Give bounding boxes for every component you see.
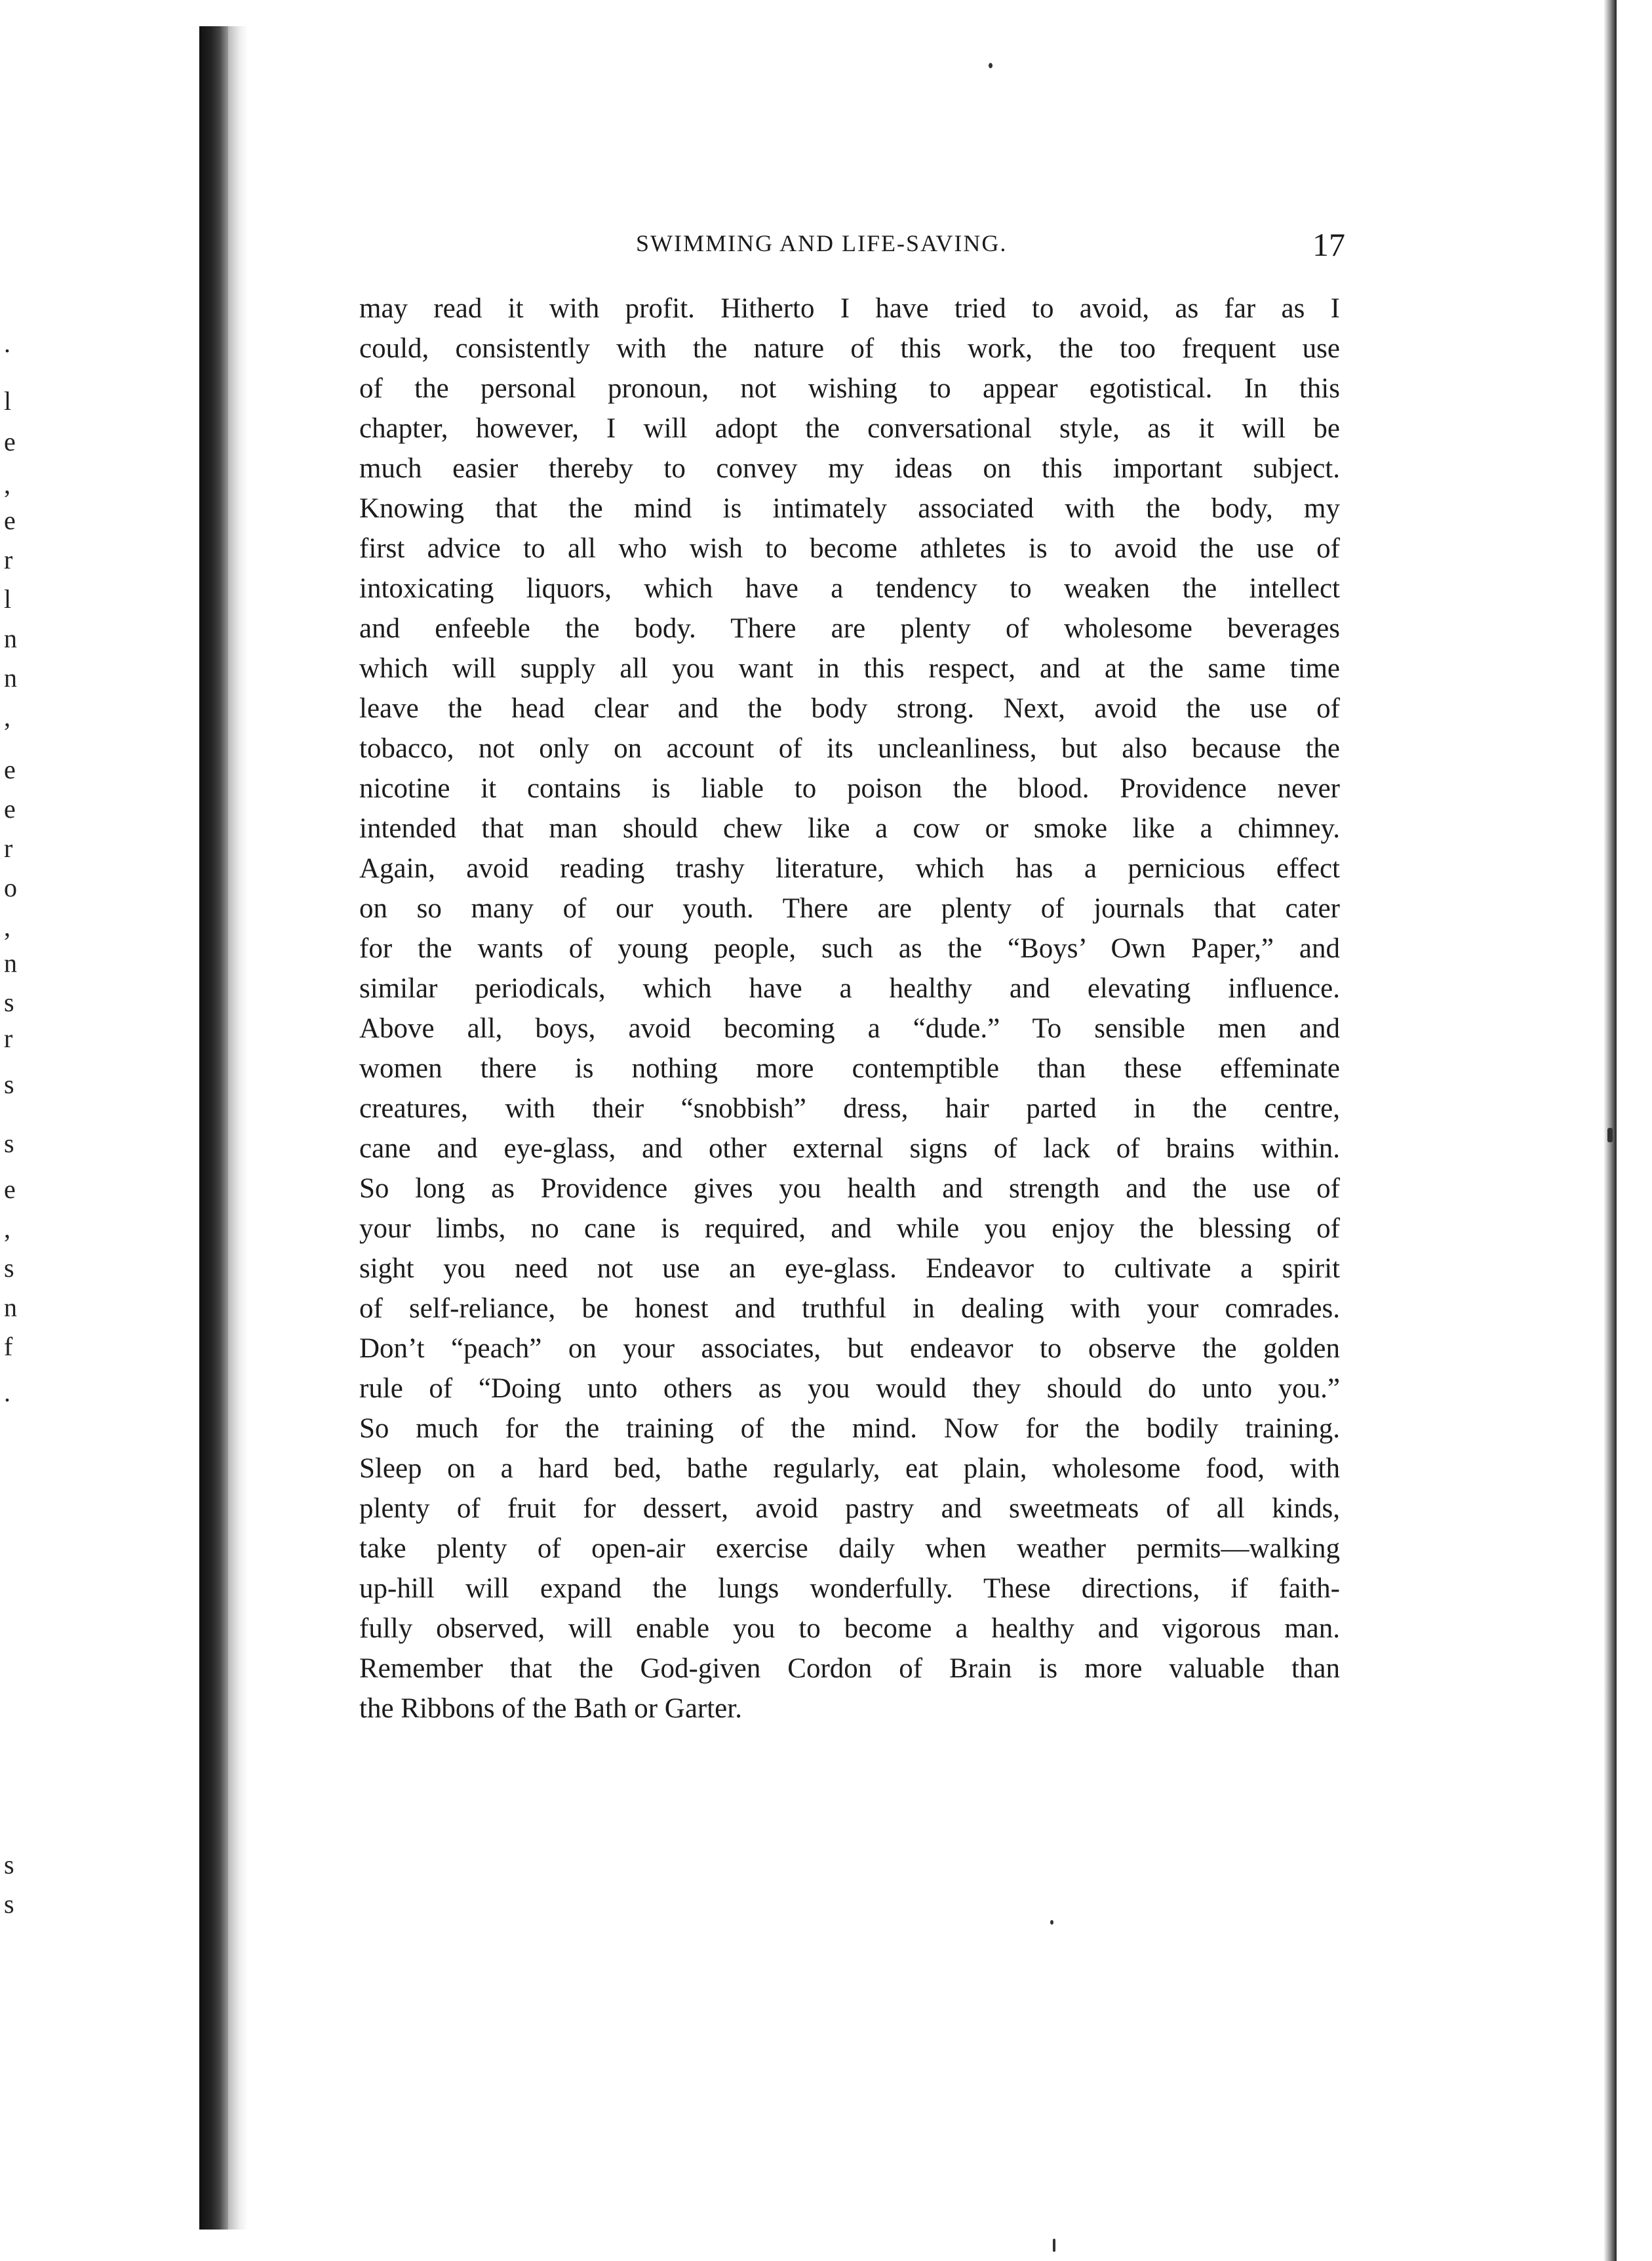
text-line: leave the head clear and the body strong. Next, avoid the use of (359, 693, 1340, 724)
margin-glyph: l (4, 386, 12, 416)
margin-glyph: . (4, 329, 10, 358)
text-line: Again, avoid reading trashy literature, which has a pernicious effect (359, 853, 1340, 884)
text-line: Above all, boys, avoid becoming a “dude.” To sensible men and (359, 1013, 1340, 1044)
margin-glyph: . (4, 1378, 10, 1407)
margin-glyph: n (4, 663, 17, 692)
paper-speck (989, 63, 993, 68)
margin-glyph: , (4, 1214, 10, 1243)
text-line: chapter, however, I will adopt the conversational style, as it will be (359, 413, 1340, 444)
margin-glyph: n (4, 624, 17, 653)
body-paragraph (359, 289, 1340, 1729)
text-line: women there is nothing more contemptible than these effeminate (359, 1053, 1340, 1084)
text-line: nicotine it contains is liable to poison the blood. Providence never (359, 773, 1340, 804)
text-line: on so many of our youth. There are plenty of journals that cater (359, 893, 1340, 924)
margin-glyph: n (4, 1292, 17, 1322)
margin-glyph: s (4, 1253, 14, 1283)
text-line: Don’t “peach” on your associates, but endeavor to observe the golden (359, 1333, 1340, 1364)
paper-speck (1607, 1128, 1613, 1142)
text-line: So much for the training of the mind. Now for the bodily training. (359, 1413, 1340, 1444)
page-right-edge-background (1617, 0, 1652, 2261)
text-line: rule of “Doing unto others as you would they should do unto you.” (359, 1373, 1340, 1404)
margin-glyph: o (4, 873, 17, 902)
text-line: fully observed, will enable you to become a healthy and vigorous man. (359, 1613, 1340, 1644)
text-line: up-hill will expand the lungs wonderfully. These directions, if faith- (359, 1573, 1340, 1604)
text-line: of the personal pronoun, not wishing to appear egotistical. In this (359, 373, 1340, 404)
text-line: Knowing that the mind is intimately associated with the body, my (359, 493, 1340, 524)
margin-glyph: e (4, 755, 16, 784)
margin-glyph: , (4, 470, 10, 499)
text-line: and enfeeble the body. There are plenty of wholesome beverages (359, 613, 1340, 644)
binding-gutter (199, 26, 228, 2230)
text-line: take plenty of open-air exercise daily when weather permits—walking (359, 1533, 1340, 1564)
text-line: cane and eye-glass, and other external signs of lack of brains within. (359, 1133, 1340, 1164)
margin-glyph: r (4, 1024, 13, 1053)
margin-glyph: l (4, 584, 12, 614)
text-line: intoxicating liquors, which have a tendency to weaken the intellect (359, 573, 1340, 604)
margin-glyph: , (4, 912, 10, 942)
margin-glyph: r (4, 833, 13, 863)
text-line: creatures, with their “snobbish” dress, hair parted in the centre, (359, 1093, 1340, 1124)
page-number: 17 (1312, 226, 1345, 263)
text-line: the Ribbons of the Bath or Garter. (359, 1693, 742, 1724)
margin-glyph: , (4, 702, 10, 732)
text-line: intended that man should chew like a cow or smoke like a chimney. (359, 813, 1340, 844)
margin-glyph: s (4, 1850, 14, 1879)
margin-glyph: r (4, 545, 13, 574)
margin-glyph: e (4, 427, 16, 456)
margin-glyph: s (4, 1889, 14, 1919)
text-line: could, consistently with the nature of this work, the too frequent use (359, 333, 1340, 364)
text-line: So long as Providence gives you health and strength and the use of (359, 1173, 1340, 1204)
margin-glyph: s (4, 1129, 14, 1158)
text-line: sight you need not use an eye-glass. Endeavor to cultivate a spirit (359, 1253, 1340, 1284)
margin-glyph: e (4, 506, 16, 535)
text-line: your limbs, no cane is required, and while you enjoy the blessing of (359, 1213, 1340, 1244)
margin-glyph: s (4, 988, 14, 1017)
text-line: Remember that the God-given Cordon of Brain is more valuable than (359, 1653, 1340, 1684)
text-line: plenty of fruit for dessert, avoid pastry and sweetmeats of all kinds, (359, 1493, 1340, 1524)
text-line: much easier thereby to convey my ideas on this important subject. (359, 453, 1340, 484)
text-line: for the wants of young people, such as the “Boys’ Own Paper,” and (359, 933, 1340, 964)
margin-glyph: e (4, 1174, 16, 1204)
text-line: of self-reliance, be honest and truthful in dealing with your comrades. (359, 1293, 1340, 1324)
text-line: may read it with profit. Hitherto I have tried to avoid, as far as I (359, 293, 1340, 324)
running-head: SWIMMING AND LIFE-SAVING. (636, 230, 1008, 256)
text-line: which will supply all you want in this respect, and at the same time (359, 653, 1340, 684)
text-line: first advice to all who wish to become athletes is to avoid the use of (359, 533, 1340, 564)
margin-glyph: f (4, 1332, 13, 1361)
gutter-shadow (228, 26, 248, 2230)
text-line: tobacco, not only on account of its uncleanliness, but also because the (359, 733, 1340, 764)
text-line: similar periodicals, which have a healthy and elevating influence. (359, 973, 1340, 1004)
margin-glyph: s (4, 1070, 14, 1099)
margin-glyph: n (4, 948, 17, 978)
text-line: Sleep on a hard bed, bathe regularly, eat plain, wholesome food, with (359, 1453, 1340, 1484)
paper-speck (1050, 1920, 1053, 1925)
margin-glyph: e (4, 794, 16, 824)
paper-speck (1053, 2239, 1055, 2252)
